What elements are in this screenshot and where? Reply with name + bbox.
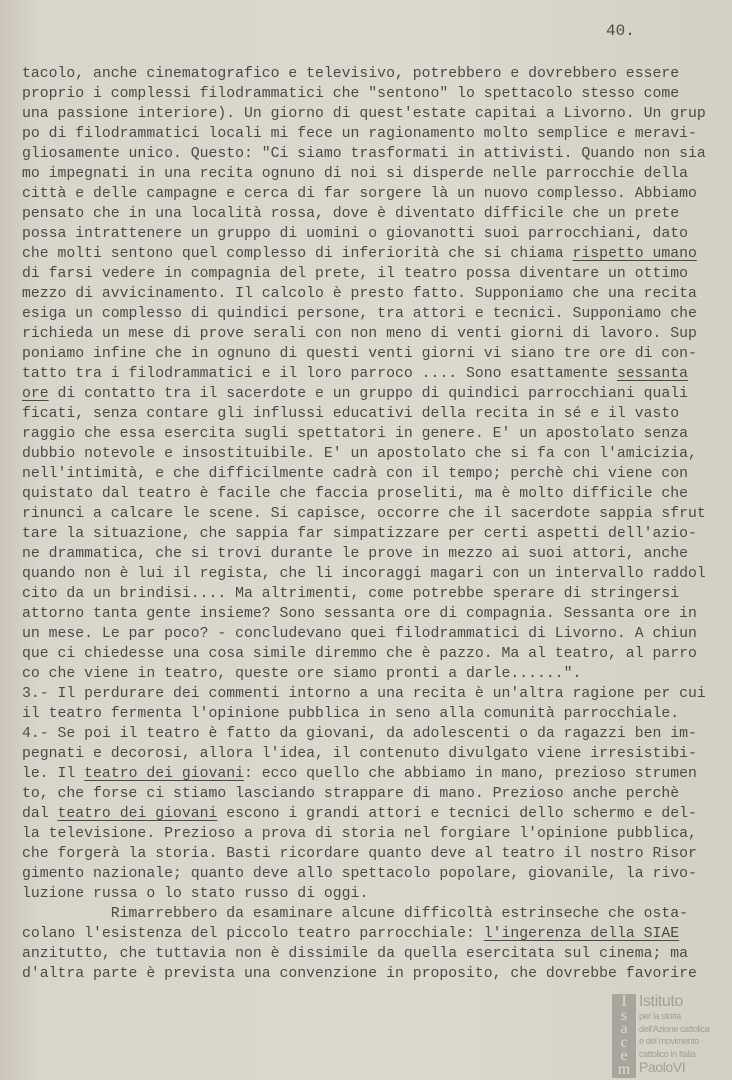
text-segment: dal	[22, 806, 58, 822]
text-segment: pegnati e decorosi, allora l'idea, il contenuto divulgato viene irresistibi-	[22, 746, 697, 762]
text-line	[22, 424, 706, 444]
text-segment: pensato che in una località rossa, dove è diventato difficile che un prete	[22, 206, 680, 222]
logo-line-1: Istituto	[639, 993, 683, 1010]
underlined-text: ore	[22, 386, 49, 402]
text-line	[22, 364, 706, 384]
isacem-watermark-logo	[612, 994, 732, 1078]
text-segment: un mese. Le par poco? - concludevano quei filodrammatici di Livorno. A chiun	[22, 626, 697, 642]
text-segment: que ci chiedesse una cosa simile diremmo che è pazzo. Ma al teatro, al parro	[22, 646, 697, 662]
underlined-text: l'ingerenza della SIAE	[483, 926, 680, 942]
underlined-text: teatro dei giovani	[84, 766, 245, 782]
text-segment: rinunci a calcare le scene. Si capisce, occorre che il sacerdote sappia sfrut	[22, 506, 706, 522]
typewritten-body-text	[22, 64, 706, 984]
text-segment: poniamo infine che in ognuno di questi venti giorni vi siano tre ore di con-	[22, 346, 697, 362]
text-line	[22, 544, 706, 564]
text-line	[22, 324, 706, 344]
text-segment: mo impegnati in una recita ognuno di noi si disperde nelle parrocchie della	[22, 166, 688, 182]
text-line	[22, 704, 706, 724]
logo-letters: I s a c e m	[612, 994, 636, 1078]
text-line	[22, 344, 706, 364]
text-segment: escono i grandi attori e tecnici dello schermo e del-	[217, 806, 697, 822]
text-line	[22, 744, 706, 764]
text-line	[22, 164, 706, 184]
text-segment: esiga un complesso di quindici persone, tra attori e tecnici. Supponiamo che	[22, 306, 697, 322]
text-line	[22, 964, 706, 984]
text-line	[22, 684, 706, 704]
logo-line-2: per la storia	[639, 1011, 681, 1021]
text-line	[22, 184, 706, 204]
text-line	[22, 724, 706, 744]
underlined-text: sessanta	[616, 366, 688, 382]
text-segment: raggio che essa esercita sugli spettatori in genere. E' un apostolato senza	[22, 426, 688, 442]
text-segment: Rimarrebbero da esaminare alcune difficoltà estrinseche che osta-	[22, 906, 688, 922]
text-segment: ficati, senza contare gli influssi educativi della recita in sé e il vasto	[22, 406, 680, 422]
text-segment: le. Il	[22, 766, 85, 782]
text-line	[22, 864, 706, 884]
text-segment: tatto tra i filodrammatici e il loro parroco .... Sono esattamente	[22, 366, 617, 382]
text-line	[22, 304, 706, 324]
text-line	[22, 664, 706, 684]
text-segment: gimento nazionale; quanto deve allo spettacolo popolare, giovanile, la rivo-	[22, 866, 697, 882]
text-segment: tare la situazione, che sappia far simpatizzare per certi aspetti dell'azio-	[22, 526, 697, 542]
text-line	[22, 484, 706, 504]
text-line	[22, 804, 706, 824]
text-segment: anzitutto, che tuttavia non è dissimile da quella esercitata sul cinema; ma	[22, 946, 688, 962]
text-segment: richieda un mese di prove serali con non meno di venti giorni di lavoro. Sup	[22, 326, 697, 342]
text-segment: la televisione. Prezioso a prova di storia nel forgiare l'opinione pubblica,	[22, 826, 697, 842]
page-number: 40.	[606, 22, 635, 40]
text-segment: ne drammatica, che si trovi durante le prove in mezzo ai suoi attori, anche	[22, 546, 688, 562]
text-segment: di contatto tra il sacerdote e un gruppo di quindici parrocchiani quali	[48, 386, 688, 402]
text-segment: quistato dal teatro è facile che faccia proseliti, ma è molto difficile che	[22, 486, 688, 502]
text-line	[22, 244, 706, 264]
text-line	[22, 764, 706, 784]
text-line	[22, 884, 706, 904]
text-segment: mezzo di avvicinamento. Il calcolo è presto fatto. Supponiamo che una recita	[22, 286, 697, 302]
text-line	[22, 84, 706, 104]
text-segment: possa intrattenere un gruppo di uomini o giovanotti suoi parrocchiani, dato	[22, 226, 688, 242]
text-line	[22, 944, 706, 964]
text-line	[22, 784, 706, 804]
text-segment: quando non è lui il regista, che li incoraggi magari con un intervallo raddol	[22, 566, 706, 582]
text-segment: : ecco quello che abbiamo in mano, prezioso strumen	[244, 766, 697, 782]
text-line	[22, 64, 706, 84]
text-segment: di farsi vedere in compagnia del prete, il teatro possa diventare un ottimo	[22, 266, 688, 282]
text-line	[22, 644, 706, 664]
text-segment: 3.- Il perdurare dei commenti intorno a una recita è un'altra ragione per cui	[22, 686, 706, 702]
logo-line-4: e del movimento	[639, 1036, 700, 1046]
text-line	[22, 224, 706, 244]
text-segment: una passione interiore). Un giorno di quest'estate capitai a Livorno. Un grup	[22, 106, 706, 122]
text-segment: nell'intimità, e che difficilmente cadrà con il tempo; perchè chi viene con	[22, 466, 688, 482]
text-segment: proprio i complessi filodrammatici che "sentono" lo spettacolo stesso come	[22, 86, 680, 102]
text-segment: il teatro fermenta l'opinione pubblica in seno alla comunità parrocchiale.	[22, 706, 680, 722]
text-line	[22, 824, 706, 844]
text-segment: che forgerà la storia. Basti ricordare quanto deve al teatro il nostro Risor	[22, 846, 697, 862]
text-segment: colano l'esistenza del piccolo teatro parrocchiale:	[22, 926, 484, 942]
text-line	[22, 404, 706, 424]
text-segment: città e delle campagne e cerca di far sorgere là un nuovo complesso. Abbiamo	[22, 186, 697, 202]
text-segment: po di filodrammatici locali mi fece un ragionamento molto semplice e meravi-	[22, 126, 697, 142]
text-segment: cito da un brindisi.... Ma altrimenti, come potrebbe sperare di stringersi	[22, 586, 680, 602]
text-line	[22, 844, 706, 864]
text-segment: attorno tanta gente insieme? Sono sessanta ore di compagnia. Sessanta ore in	[22, 606, 697, 622]
text-line	[22, 204, 706, 224]
text-line	[22, 624, 706, 644]
text-line	[22, 444, 706, 464]
text-segment: che molti sentono quel complesso di inferiorità che si chiama	[22, 246, 573, 262]
text-line	[22, 564, 706, 584]
text-segment: to, che forse ci stiamo lasciando strappare di mano. Prezioso anche perchè	[22, 786, 680, 802]
text-segment: 4.- Se poi il teatro è fatto da giovani, da adolescenti o da ragazzi ben im-	[22, 726, 697, 742]
text-line	[22, 124, 706, 144]
underlined-text: rispetto umano	[572, 246, 697, 262]
text-segment: d'altra parte è prevista una convenzione in proposito, che dovrebbe favorire	[22, 966, 697, 982]
text-segment: luzione russa o lo stato russo di oggi.	[22, 886, 369, 902]
text-line	[22, 924, 706, 944]
text-segment: tacolo, anche cinematografico e televisivo, potrebbero e dovrebbero essere	[22, 66, 680, 82]
text-line	[22, 284, 706, 304]
text-line	[22, 904, 706, 924]
text-line	[22, 524, 706, 544]
text-line	[22, 384, 706, 404]
text-segment: gliosamente unico. Questo: "Ci siamo trasformati in attivisti. Quando non sia	[22, 146, 706, 162]
text-line	[22, 144, 706, 164]
text-line	[22, 584, 706, 604]
text-line	[22, 104, 706, 124]
logo-line-5: cattolico in Italia	[639, 1048, 696, 1059]
text-line	[22, 604, 706, 624]
text-line	[22, 264, 706, 284]
text-line	[22, 464, 706, 484]
logo-line-3: dell'Azione cattolica	[639, 1023, 710, 1034]
underlined-text: teatro dei giovani	[57, 806, 218, 822]
text-line	[22, 504, 706, 524]
text-segment: co che viene in teatro, queste ore siamo pronti a darle......".	[22, 666, 582, 682]
text-segment: dubbio notevole e insostituibile. E' un apostolato che si fa con l'amicizia,	[22, 446, 697, 462]
logo-text	[639, 994, 709, 1075]
logo-line-6: PaoloVI	[639, 1059, 686, 1075]
